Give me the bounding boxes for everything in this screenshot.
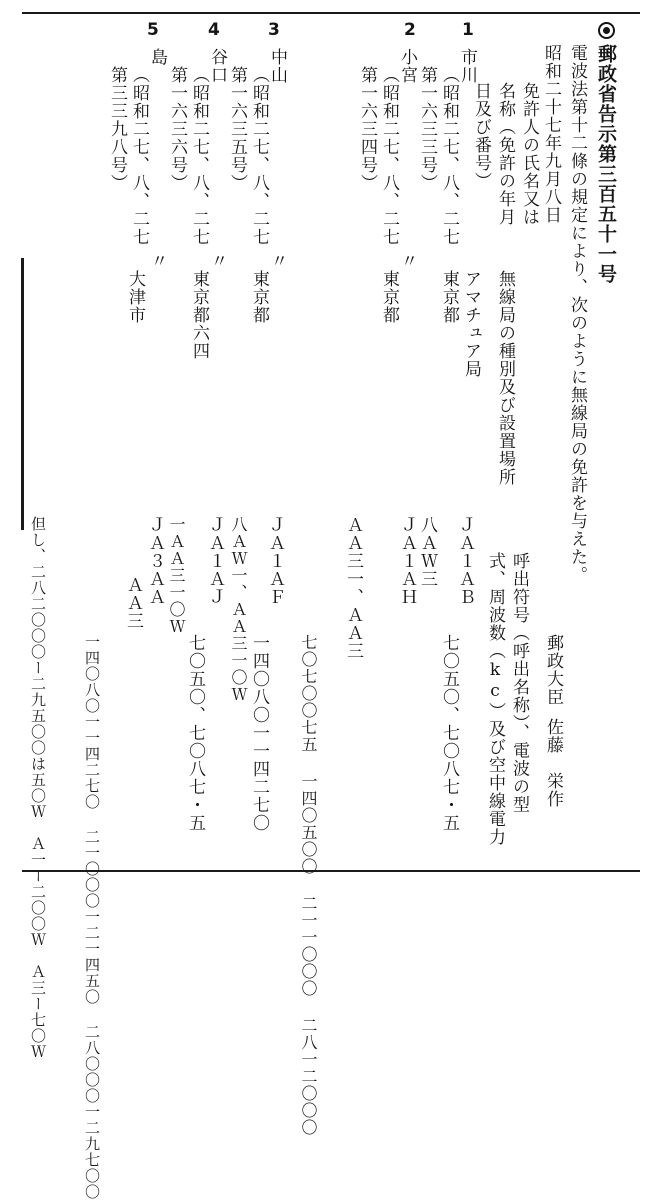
entry-5-frequency: 一四〇八〇一一四二七〇 二一〇〇〇一二一四五〇 二八〇〇〇一二九七〇〇	[83, 634, 101, 1200]
left-bracket-rule	[21, 258, 24, 530]
top-rule	[22, 12, 640, 14]
entry-3-callsign-2: 八ＡＷ一、ＡＡ三一〇Ｗ	[229, 516, 248, 703]
bullet-icon	[598, 22, 615, 39]
entry-4-callsign-2: 一ＡＡ三一〇Ｗ	[167, 516, 186, 635]
entry-1-callsign-1: ＪＡ１ＡＢ	[455, 516, 475, 606]
entry-3-station-type-mark: 〃	[267, 252, 287, 270]
signature-office: 郵政大臣	[543, 634, 563, 706]
header-station-col: 無線局の種別及び設置場所	[495, 270, 515, 486]
entry-3-frequency: 一四〇八〇一一四二七〇	[249, 634, 269, 832]
entry-1-callsign-2: 八ＡＷ三	[417, 516, 437, 588]
entry-4-station-type-mark: 〃	[207, 252, 227, 270]
entry-1-name: 市川	[457, 48, 477, 84]
entry-number-5: 5	[147, 20, 159, 40]
entry-2-callsign-2: ＡＡ三一、ＡＡ三	[343, 516, 363, 660]
header-license-line2: 名称（免許の年月	[495, 82, 515, 226]
entry-2-station-type-mark: 〃	[397, 252, 417, 270]
entry-1-license-no: 第一六三三号）	[417, 66, 437, 192]
entry-number-3: 3	[268, 20, 280, 40]
entry-4-license-no: 第一六三六号）	[167, 66, 187, 192]
header-callsign-line1: 呼出符号（呼出名称）、電波の型	[509, 552, 529, 814]
bottom-rule	[22, 870, 640, 872]
entry-4-location: 東京都六四	[189, 270, 209, 360]
entry-number-4: 4	[208, 20, 220, 40]
entry-5-callsign-1: ＪＡ３ＡＡ	[145, 516, 165, 606]
entry-2-frequency: 七〇七〇〇七五 一四〇五〇〇 二一一〇〇〇 二八一二〇〇〇	[299, 634, 318, 1136]
notice-body-line1: 電波法第十二條の規定により、次のように無線局の免許を与えた。	[567, 44, 587, 584]
entry-number-1: 1	[462, 20, 474, 40]
entry-2-location: 東京都	[379, 270, 399, 324]
entry-2-date: （昭和二七、八、二七	[379, 66, 399, 246]
notice-date: 昭和二十七年九月八日	[541, 44, 561, 224]
entry-1-station-type: アマチュア局	[461, 270, 481, 378]
header-license-line3: 日及び番号）	[471, 82, 491, 190]
entry-5-name: 島	[147, 48, 167, 66]
entry-5-station-type-mark: 〃	[147, 252, 167, 270]
entry-5-location: 大津市	[125, 270, 145, 324]
entry-3-callsign-1: ＪＡ１ＡＦ	[265, 516, 285, 606]
entry-2-license-no: 第一六三四号）	[357, 66, 377, 192]
signature-name: 佐藤 栄作	[543, 718, 563, 808]
entry-5-date: （昭和二七、八、二七	[129, 66, 149, 246]
entry-4-name: 谷口	[207, 48, 227, 84]
header-license-line1: 免許人の氏名又は	[519, 82, 539, 226]
entry-5-note: 但し、二八二〇〇〇ー二九五〇〇は五〇Ｗ Ａ一ー二〇〇Ｗ Ａ三ー七〇Ｗ	[29, 516, 47, 1060]
notice-title: 郵政省告示第三百五十一号	[595, 44, 617, 284]
entry-2-name: 小宮	[397, 48, 417, 84]
entry-1-location: 東京都	[439, 270, 459, 324]
entry-4-callsign-1: ＪＡ１ＡＪ	[205, 516, 225, 606]
entry-2-callsign-1: ＪＡ１ＡＨ	[397, 516, 417, 606]
entry-5-callsign-2: ＡＡ三	[123, 576, 143, 630]
entry-number-2: 2	[404, 20, 416, 40]
entry-4-date: （昭和二七、八、二七	[189, 66, 209, 246]
entry-4-frequency: 七〇五〇、七〇八七・五	[185, 634, 205, 832]
entry-3-license-no: 第一六三五号）	[227, 66, 247, 192]
entry-1-date: （昭和二七、八、二七	[439, 66, 459, 246]
entry-3-name: 中山	[267, 48, 287, 84]
entry-1-frequency: 七〇五〇、七〇八七・五	[439, 634, 459, 832]
entry-3-location: 東京都	[249, 270, 269, 324]
entry-5-license-no: 第三三九八号）	[107, 66, 127, 192]
header-callsign-line2: 式、周波数（kc）及び空中線電力	[485, 552, 505, 846]
entry-3-date: （昭和二七、八、二七	[249, 66, 269, 246]
